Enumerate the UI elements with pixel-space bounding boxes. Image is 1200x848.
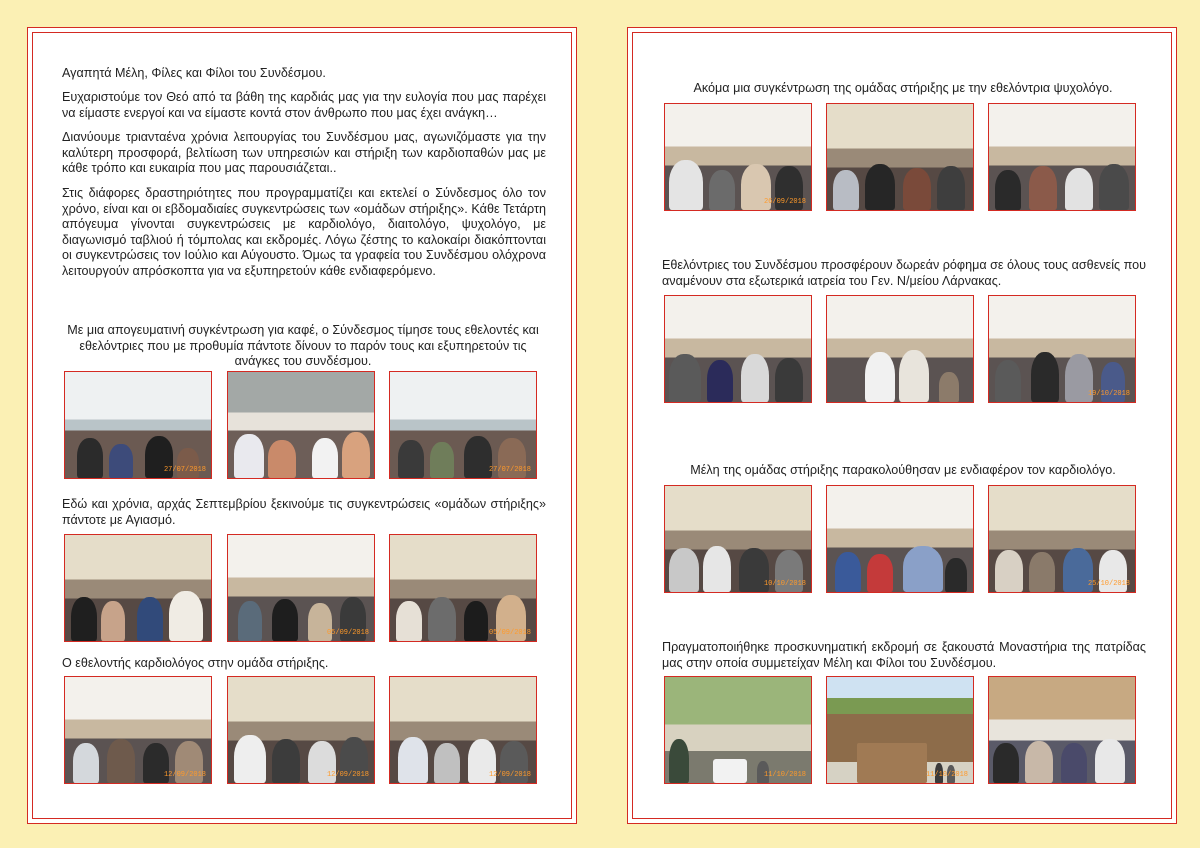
photo-date: 27/07/2018 xyxy=(488,466,531,474)
greeting: Αγαπητά Μέλη, Φίλες και Φίλοι του Συνδέσμου. xyxy=(62,66,326,80)
photo-blessing-1 xyxy=(64,534,212,642)
photo-pilgrimage-2 xyxy=(826,676,974,784)
photo-date: 12/09/2018 xyxy=(488,771,531,779)
right-page xyxy=(627,27,1177,824)
photo-blessing-3 xyxy=(389,534,537,642)
section-4-caption: Πραγματοποιήθηκε προσκυνηματική εκδρομή σε ξακουστά Μοναστήρια της πατρίδας μας στην οποία συμμετείχαν Μέλη και Φίλοι του Συνδέσμου. xyxy=(662,640,1146,670)
paragraph-3: Στις διάφορες δραστηριότητες που προγραμματίζει και εκτελεί ο Σύνδεσμος όλο τον χρόνο, είναι και οι εβδομαδιαίες συγκεντρώσεις των «ομάδων στήριξης». Κάθε Τετάρτη απόγευμα γίνονται συγκεντρώσεις με καρδιολόγο, διαιτολόγο, ψυχολόγο, με διαγωνισμό ταβλιού ή τόμπολας και εκδρομές. Λόγω ζέστης το καλοκαίρι διακόπτονται οι συγκεντρώσεις τον Ιούλιο και Αύγουστο. Όμως τα γραφεία του Συνδέσμου ολόχρονα λειτουργούν απρόσκοπτα για να εξυπηρετούν κάθε ενδιαφερόμενο. xyxy=(62,186,546,278)
photo-volunteers-coffee-1 xyxy=(64,371,212,479)
photo-date: 11/10/2018 xyxy=(763,771,806,779)
photo-date: 10/10/2018 xyxy=(763,580,806,588)
photo-pilgrimage-1 xyxy=(664,676,812,784)
photo-date: 05/09/2018 xyxy=(488,629,531,637)
section-2-caption: Εθελόντριες του Συνδέσμου προσφέρουν δωρεάν ρόφημα σε όλους τους ασθενείς που αναμένουν στα εξωτερικά ιατρεία του Γεν. Ν/μείου Λάρνακας. xyxy=(662,258,1146,288)
photo-cardiologist-2 xyxy=(227,676,375,784)
photo-cardiologist-talk-1 xyxy=(664,485,812,593)
photo-psychologist-2 xyxy=(826,103,974,211)
photo-hospital-drinks-1 xyxy=(664,295,812,403)
section-2-caption: Εδώ και χρόνια, αρχάς Σεπτεμβρίου ξεκινούμε τις συγκεντρώσεις «ομάδων στήριξης» πάντοτε με Αγιασμό. xyxy=(62,497,546,527)
photo-volunteers-coffee-2 xyxy=(227,371,375,479)
section-1-caption: Ακόμα μια συγκέντρωση της ομάδας στήριξης με την εθελόντρια ψυχολόγο. xyxy=(693,81,1113,95)
photo-cardiologist-1 xyxy=(64,676,212,784)
photo-volunteers-coffee-3 xyxy=(389,371,537,479)
photo-date: 12/09/2018 xyxy=(163,771,206,779)
photo-pilgrimage-3 xyxy=(988,676,1136,784)
section-3-caption: Ο εθελοντής καρδιολόγος στην ομάδα στήριξης. xyxy=(62,656,329,670)
paragraph-2: Διανύουμε τριανταένα χρόνια λειτουργίας του Συνδέσμου μας, αγωνιζόμαστε για την καλύτερη προσφορά, βελτίωση των υπηρεσιών και στήριξη των καρδιοπαθών μας με κάθε τρόπο και ευκαιρία που μας παρουσιάζεται.. xyxy=(62,130,546,175)
photo-psychologist-3 xyxy=(988,103,1136,211)
section-3-caption: Μέλη της ομάδας στήριξης παρακολούθησαν με ενδιαφέρον τον καρδιολόγο. xyxy=(690,463,1116,477)
photo-hospital-drinks-2 xyxy=(826,295,974,403)
photo-date: 25/10/2018 xyxy=(1087,580,1130,588)
photo-date: 27/07/2018 xyxy=(163,466,206,474)
section-1-caption: Με μια απογευματινή συγκέντρωση για καφέ, ο Σύνδεσμος τίμησε τους εθελοντές και εθελόντριες που με προθυμία πάντοτε δίνουν το παρόν τους και εξυπηρετούν τις ανάγκες του συνδέσμου. xyxy=(67,323,539,368)
photo-cardiologist-3 xyxy=(389,676,537,784)
photo-date: 12/09/2018 xyxy=(326,771,369,779)
photo-date: 19/10/2018 xyxy=(1087,390,1130,398)
photo-cardiologist-talk-2 xyxy=(826,485,974,593)
photo-date: 11/10/2018 xyxy=(925,771,968,779)
paragraph-1: Ευχαριστούμε τον Θεό από τα βάθη της καρδιάς μας για την ευλογία που μας παρέχει να είμαστε ενεργοί και να είμαστε κοντά στον άνθρωπο που μας έχει ανάγκη… xyxy=(62,90,546,120)
photo-cardiologist-talk-3 xyxy=(988,485,1136,593)
photo-hospital-drinks-3 xyxy=(988,295,1136,403)
photo-date: 05/09/2018 xyxy=(326,629,369,637)
photo-date: 26/09/2018 xyxy=(763,198,806,206)
photo-blessing-2 xyxy=(227,534,375,642)
photo-psychologist-1 xyxy=(664,103,812,211)
left-page xyxy=(27,27,577,824)
